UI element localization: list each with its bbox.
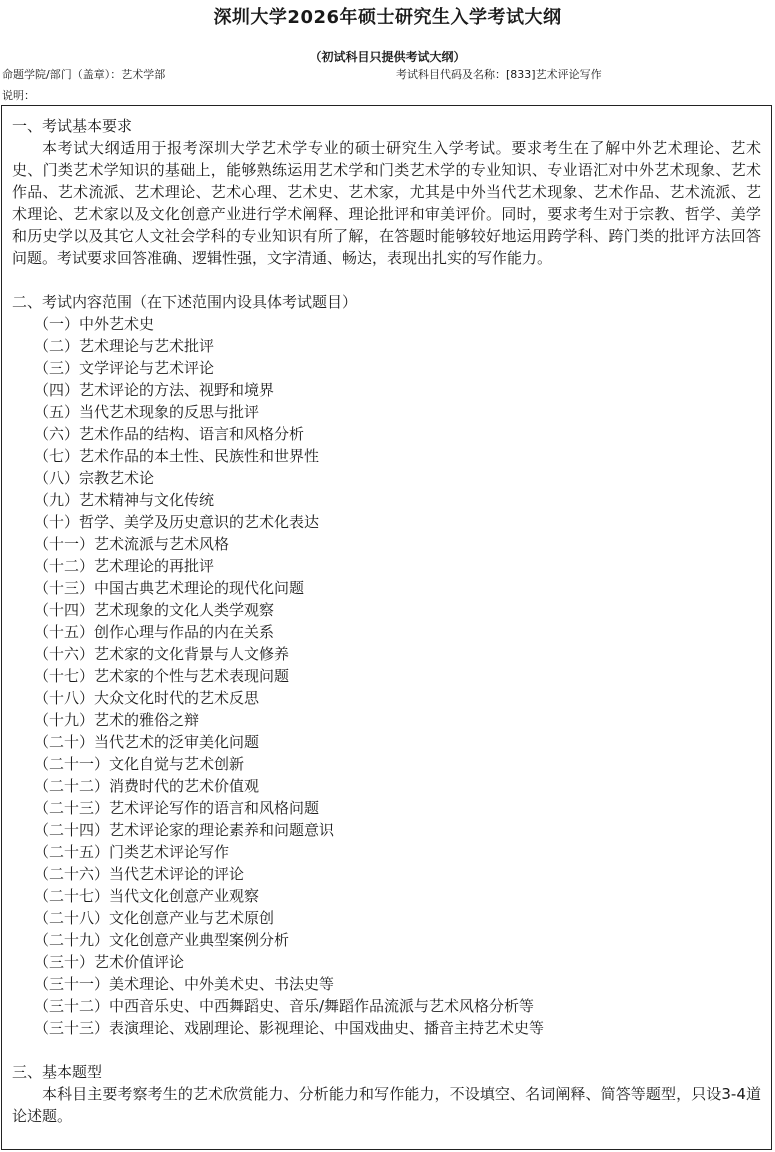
topic-list-item: （五）当代艺术现象的反思与批评	[34, 403, 260, 421]
topic-list-item: （十九）艺术的雅俗之辩	[34, 711, 200, 729]
topic-list	[12, 313, 761, 1039]
topic-list-item: （九）艺术精神与文化传统	[34, 491, 215, 509]
spacer	[12, 269, 761, 291]
topic-list-item: （二十二）消费时代的艺术价值观	[34, 777, 260, 795]
topic-list-item: （十四）艺术现象的文化人类学观察	[34, 601, 275, 619]
topic-list-item: （四）艺术评论的方法、视野和境界	[34, 381, 275, 399]
topic-list-item: （十二）艺术理论的再批评	[34, 557, 215, 575]
topic-list-item: （十七）艺术家的个性与艺术表现问题	[34, 667, 290, 685]
topic-list-item: （十五）创作心理与作品的内在关系	[34, 623, 275, 641]
topic-list-item: （十六）艺术家的文化背景与人文修养	[34, 645, 290, 663]
section-3-heading: 三、基本题型	[12, 1063, 103, 1081]
topic-list-item: （三十）艺术价值评论	[34, 953, 185, 971]
topic-list-item: （二十五）门类艺术评论写作	[34, 843, 230, 861]
topic-list-item: （二十七）当代文化创意产业观察	[34, 887, 260, 905]
topic-list-item: （三十一）美术理论、中外美术史、书法史等	[34, 975, 335, 993]
spacer	[12, 1039, 761, 1061]
department-label: 命题学院/部门（盖章）：艺术学部	[2, 68, 166, 81]
topic-list-item: （三十二）中西音乐史、中西舞蹈史、音乐/舞蹈作品流派与艺术风格分析等	[34, 997, 535, 1015]
note-label: 说明：	[2, 89, 35, 102]
topic-list-item: （十一）艺术流派与艺术风格	[34, 535, 230, 553]
topic-list-item: （二十一）文化自觉与艺术创新	[34, 755, 245, 773]
topic-list-item: （十八）大众文化时代的艺术反思	[34, 689, 260, 707]
topic-list-item: （二十九）文化创意产业典型案例分析	[34, 931, 290, 949]
section-3-paragraph: 本科目主要考察考生的艺术欣赏能力、分析能力和写作能力，不设填空、名词阐释、简答等题型，只设3-4道论述题。	[12, 1085, 761, 1125]
page-title: 深圳大学2026年硕士研究生入学考试大纲	[213, 7, 562, 28]
topic-list-item: （二十四）艺术评论家的理论素养和问题意识	[34, 821, 335, 839]
topic-list-item: （三十三）表演理论、戏剧理论、影视理论、中国戏曲史、播音主持艺术史等	[34, 1019, 545, 1037]
topic-list-item: （七）艺术作品的本土性、民族性和世界性	[34, 447, 320, 465]
topic-list-item: （二）艺术理论与艺术批评	[34, 337, 215, 355]
syllabus-content-box	[1, 105, 772, 1150]
topic-list-item: （三）文学评论与艺术评论	[34, 359, 215, 377]
topic-list-item: （十三）中国古典艺术理论的现代化问题	[34, 579, 305, 597]
topic-list-item: （二十三）艺术评论写作的语言和风格问题	[34, 799, 320, 817]
topic-list-item: （二十八）文化创意产业与艺术原创	[34, 909, 275, 927]
section-1-heading: 一、考试基本要求	[12, 117, 133, 135]
subject-label: 考试科目代码及名称：[833]艺术评论写作	[396, 68, 602, 81]
section-1-paragraph: 本考试大纲适用于报考深圳大学艺术学专业的硕士研究生入学考试。要求考生在了解中外艺术理论、艺术史、门类艺术学知识的基础上，能够熟练运用艺术学和门类艺术学的专业知识、专业语汇对中外艺术现象、艺术作品、艺术流派、艺术理论、艺术心理、艺术史、艺术家，尤其是中外当代艺术现象、艺术作品、艺术流派、艺术理论、艺术家以及文化创意产业进行学术阐释、理论批评和审美评价。同时，要求考生对于宗教、哲学、美学和历史学以及其它人文社会学科的专业知识有所了解，在答题时能够较好地运用跨学科、跨门类的批评方法回答问题。考试要求回答准确、逻辑性强，文字清通、畅达，表现出扎实的写作能力。	[12, 139, 761, 267]
topic-list-item: （二十）当代艺术的泛审美化问题	[34, 733, 260, 751]
topic-list-item: （二十六）当代艺术评论的评论	[34, 865, 245, 883]
topic-list-item: （八）宗教艺术论	[34, 469, 155, 487]
page-subtitle: （初试科目只提供考试大纲）	[309, 50, 466, 64]
topic-list-item: （一）中外艺术史	[34, 315, 155, 333]
topic-list-item: （十）哲学、美学及历史意识的艺术化表达	[34, 513, 320, 531]
section-2-heading: 二、考试内容范围（在下述范围内设具体考试题目）	[12, 293, 358, 311]
topic-list-item: （六）艺术作品的结构、语言和风格分析	[34, 425, 305, 443]
